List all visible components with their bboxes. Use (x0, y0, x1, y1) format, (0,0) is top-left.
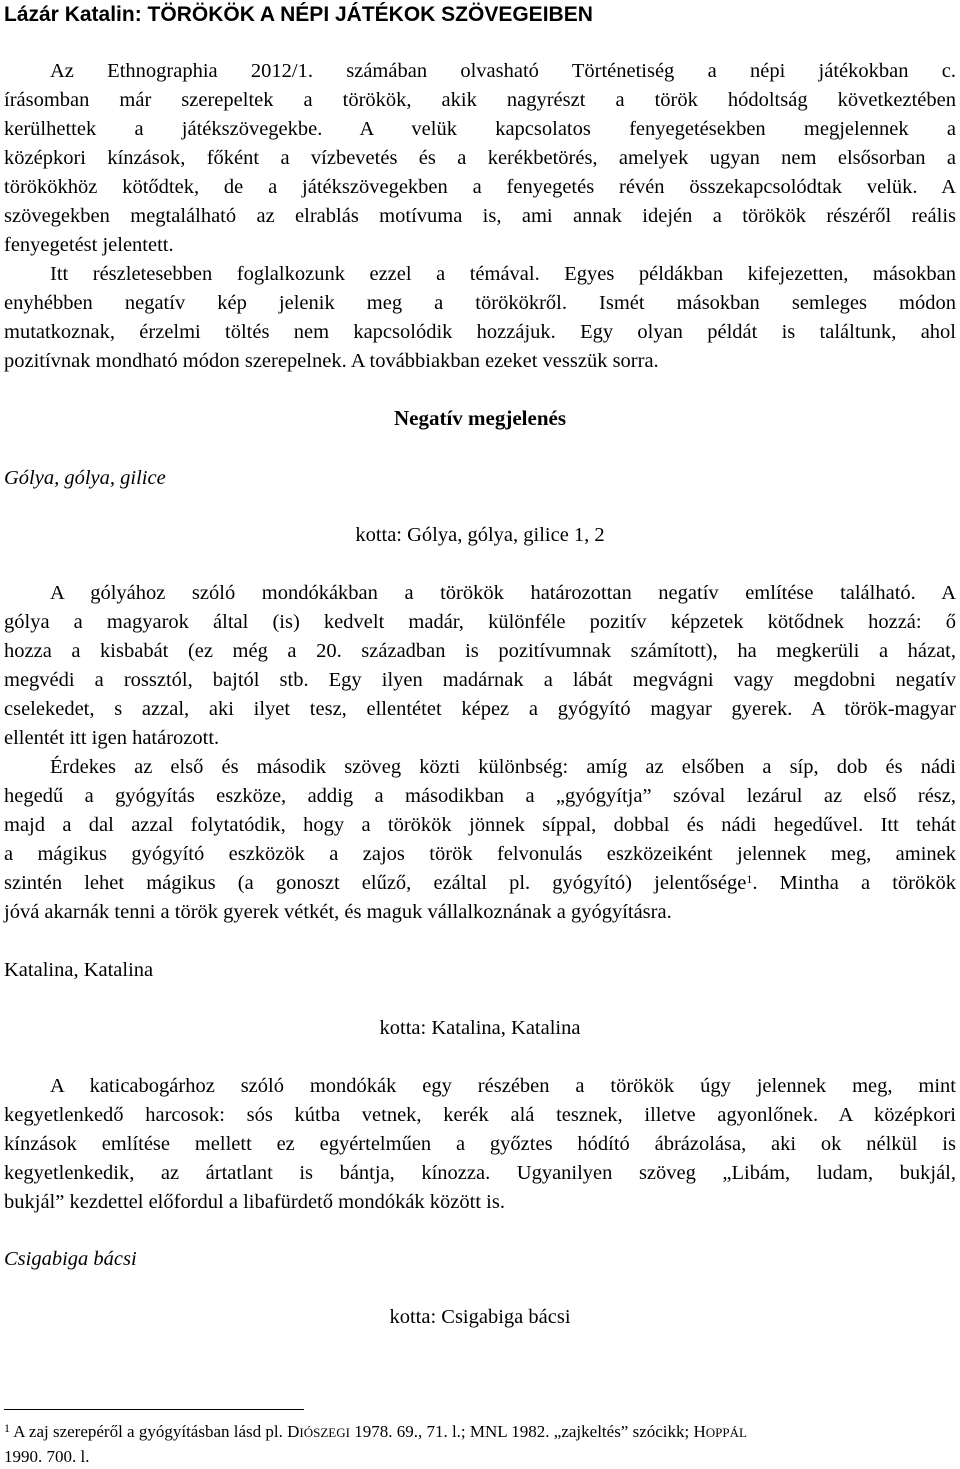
document-title: Lázár Katalin: TÖRÖKÖK A NÉPI JÁTÉKOK SZÖVEGEIBEN (4, 3, 593, 26)
text-line: a mágikus gyógyító eszközök a zajos török felvonulás eszközeiként jelennek meg, aminek (4, 843, 956, 865)
text-line: Érdekes az első és második szöveg közti különbség: amíg az elsőben a síp, dob és nádi (50, 756, 956, 778)
kotta-reference-csigabiga: kotta: Csigabiga bácsi (389, 1306, 571, 1328)
kotta-reference-golya: kotta: Gólya, gólya, gilice 1, 2 (355, 524, 605, 546)
text-line: kínzások említése mellett ez egyértelműen a győztes hódító ábrázolása, aki ok nélkül is (4, 1133, 956, 1155)
song-title-csigabiga: Csigabiga bácsi (4, 1248, 137, 1270)
text-line: kegyetlenkedik, az ártatlant is bántja, kínozza. Ugyanilyen szöveg „Libám, ludam, bukjál, (4, 1162, 956, 1184)
section-heading: Negatív megjelenés (393, 406, 567, 430)
text-line: hozza a kisbabát (ez még a 20. században is pozitívumnak számított), ha megkerüli a házat, (4, 640, 956, 662)
text-line: cselekedet, s azzal, aki ilyet tesz, ellentétet képez a gyógyító magyar gyerek. A török-magyar (4, 698, 956, 720)
text-line: ellentét itt igen határozott. (4, 727, 220, 749)
intro-paragraph (4, 57, 956, 260)
footnote-author: OPPÁL (705, 1425, 747, 1440)
footnote (4, 1420, 956, 1469)
text-segment: szintén lehet mágikus (a gonoszt elűző, ezáltal pl. gyógyító) jelentősége (4, 872, 747, 894)
text-line: megvédi a rossztól, bajtól stb. Egy ilyen madárnak a lábát megvágni vagy megdobni negatív (4, 669, 956, 691)
footnote-marker[interactable]: 1 (746, 872, 753, 886)
text-line: hegedű a gyógyítás eszköze, addig a másodikban a „gyógyítja” szóval lezárul az első rész, (4, 785, 956, 807)
text-line: Az Ethnographia 2012/1. számában olvasható Történetiség a népi játékokban c. (50, 60, 956, 82)
golya-paragraph-1 (4, 579, 956, 753)
footnote-line (4, 1420, 956, 1445)
katalina-paragraph (4, 1072, 956, 1217)
footnote-author: H (693, 1422, 706, 1441)
text-line: A katicabogárhoz szóló mondókák egy részében a törökök úgy jelennek meg, mint (50, 1075, 956, 1097)
text-segment: . Mintha a törökök (752, 872, 956, 894)
footnote-author: IÓSZEGI (299, 1425, 350, 1440)
footnote-text: 1978. 69., 71. l.; MNL 1982. „zajkeltés” szócikk; (349, 1422, 694, 1441)
text-line: bukjál” kezdettel előfordul a libafürdető mondókák között is. (4, 1191, 505, 1213)
footnote-line: 1990. 700. l. (4, 1447, 90, 1466)
footnote-author: D (287, 1422, 300, 1441)
text-line: fenyegetést jelentett. (4, 234, 174, 256)
text-line: pozitívnak mondható módon szerepelnek. A továbbiakban ezeket vesszük sorra. (4, 350, 659, 372)
text-line: Itt részletesebben foglalkozunk ezzel a témával. Egyes példákban kifejezetten, másokban (50, 263, 956, 285)
text-line: gólya a magyarok által (is) kedvelt madár, különféle pozitív képzetek kötődnek hozzá: ő (4, 611, 956, 633)
footnote-text: A zaj szerepéről a gyógyításban lásd pl. (10, 1422, 288, 1441)
intro-paragraph-2 (4, 260, 956, 376)
kotta-reference-katalina: kotta: Katalina, Katalina (379, 1017, 581, 1039)
text-line: írásomban már szerepeltek a törökök, akik nagyrészt a török hódoltság következtében (4, 89, 956, 111)
text-line: A gólyához szóló mondókákban a törökök határozottan negatív említése található. A (50, 582, 956, 604)
text-line: szövegekben megtalálható az elrablás motívuma is, ami annak idején a törökök részéről reális (4, 205, 956, 227)
song-title-golya: Gólya, gólya, gilice (4, 467, 166, 489)
text-line: majd a dal azzal folytatódik, hogy a törökök jönnek síppal, dobbal és nádi hegedűvel. Itt tehát (4, 814, 956, 836)
text-line: enyhébben negatív kép jelenik meg a törökökről. Ismét másokban semleges módon (4, 292, 956, 314)
text-line: mutatkoznak, érzelmi töltés nem kapcsolódik hozzájuk. Egy olyan példát is találtunk, ahol (4, 321, 956, 343)
text-line: törökökhöz kötődtek, de a játékszövegekben a fenyegetés révén összekapcsolódtak velük. A (4, 176, 956, 198)
golya-paragraph-2 (4, 753, 956, 927)
text-line: kerülhettek a játékszövegekbe. A velük kapcsolatos fenyegetésekben megjelennek a (4, 118, 956, 140)
footnote-separator (4, 1409, 304, 1410)
text-line: kegyetlenkedő harcosok: sós kútba vetnek, kerék alá tesznek, illetve agyonlőnek. A középkori (4, 1104, 956, 1126)
song-title-katalina: Katalina, Katalina (4, 959, 154, 981)
text-line: középkori kínzások, főként a vízbevetés és a kerékbetörés, amelyek ugyan nem elsősorban a (4, 147, 956, 169)
footnote-number: 1 (4, 1421, 10, 1435)
text-line (4, 869, 956, 898)
text-line: jóvá akarnák tenni a török gyerek vétkét, és maguk vállalkoznának a gyógyításra. (4, 901, 672, 923)
